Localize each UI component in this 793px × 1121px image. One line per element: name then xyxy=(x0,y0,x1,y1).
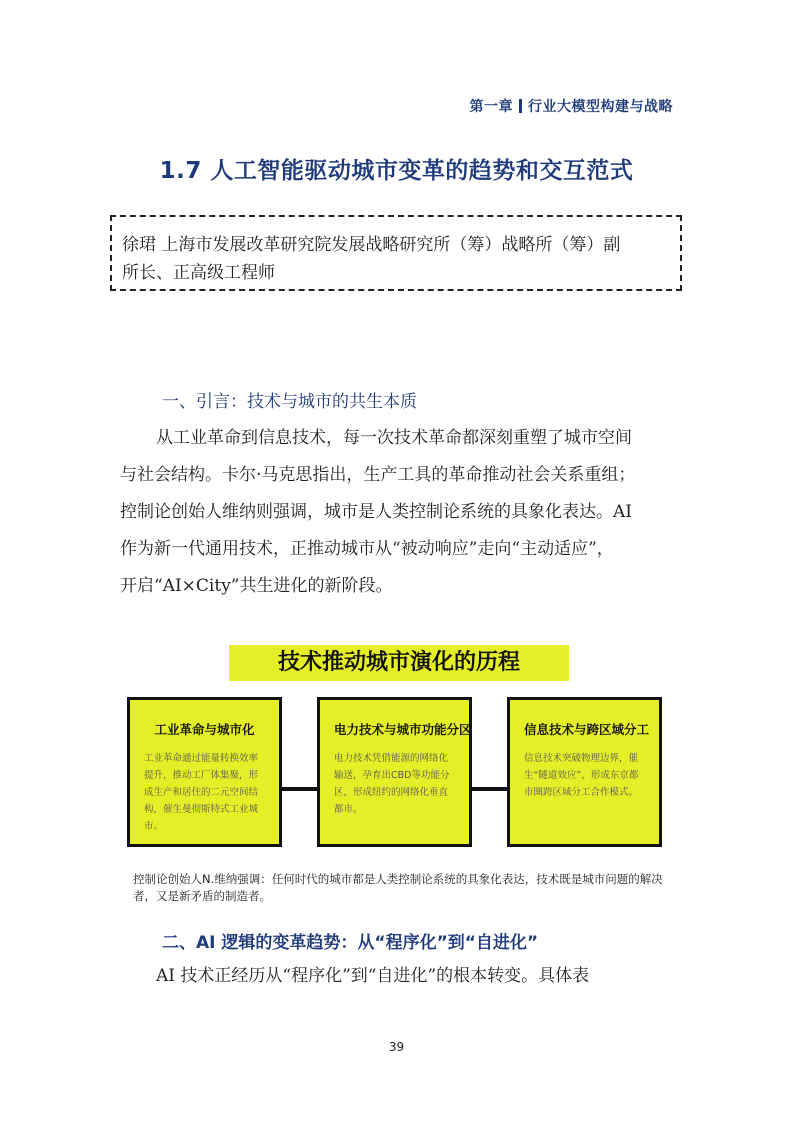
stage-connector xyxy=(472,787,512,791)
stage-description: 电力技术凭借能源的网络化输送，孕育出CBD等功能分区，形成纽约的网络化垂直都市。 xyxy=(334,753,450,815)
section1-paragraph xyxy=(120,420,675,605)
paragraph-line: 与社会结构。卡尔·马克思指出，生产工具的革命推动社会关系重组； xyxy=(120,465,636,485)
page-number: 39 xyxy=(388,1040,405,1054)
stage-connector xyxy=(282,787,322,791)
author-line: 徐珺 上海市发展改革研究院发展战略研究所（筹）战略所（筹）副 xyxy=(122,235,621,255)
paragraph-line: AI 技术正经历从“程序化”到“自进化”的根本转变。具体表 xyxy=(156,966,590,986)
chapter-title: 行业大模型构建与战略 xyxy=(528,99,673,115)
stage-box-information xyxy=(507,697,662,847)
section-title: 1.7 人工智能驱动城市变革的趋势和交互范式 xyxy=(159,158,634,184)
chapter-label: 第一章 xyxy=(469,99,513,115)
figure-title: 技术推动城市演化的历程 xyxy=(229,645,569,681)
section1-heading: 一、引言：技术与城市的共生本质 xyxy=(162,392,417,412)
stage-title: 电力技术与城市功能分区 xyxy=(334,722,472,737)
section2-paragraph xyxy=(120,958,675,995)
paragraph-line: 从工业革命到信息技术，每一次技术革命都深刻重塑了城市空间 xyxy=(156,428,632,448)
paragraph-line: 控制论创始人维纳则强调，城市是人类控制论系统的具象化表达。AI xyxy=(120,502,632,522)
author-box xyxy=(110,215,682,291)
stage-description: 工业革命通过能量转换效率提升，推动工厂体集聚，形成生产和居住的二元空间结构，催生曼彻斯特式工业城市。 xyxy=(144,753,259,832)
paragraph-line: 开启“AI×City”共生进化的新阶段。 xyxy=(120,576,393,596)
stage-box-electric xyxy=(317,697,472,847)
figure-caption: 控制论创始人N.维纳强调：任何时代的城市都是人类控制论系统的具象化表达，技术既是城市问题的解决者，又是新矛盾的制造者。 xyxy=(133,872,663,903)
chapter-header xyxy=(470,96,674,116)
stage-box-industrial xyxy=(127,697,282,847)
header-separator xyxy=(519,99,522,113)
paragraph-line: 作为新一代通用技术，正推动城市从“被动响应”走向“主动适应”， xyxy=(120,539,614,559)
stage-title: 工业革命与城市化 xyxy=(154,722,255,737)
author-line: 所长、正高级工程师 xyxy=(122,263,275,283)
stage-title: 信息技术与跨区域分工 xyxy=(524,722,650,737)
section2-heading: 二、AI 逻辑的变革趋势：从“程序化”到“自进化” xyxy=(162,933,539,953)
stage-description: 信息技术突破物理边界，催生“隧道效应”，形成东京都市圈跨区域分工合作模式。 xyxy=(524,753,639,798)
